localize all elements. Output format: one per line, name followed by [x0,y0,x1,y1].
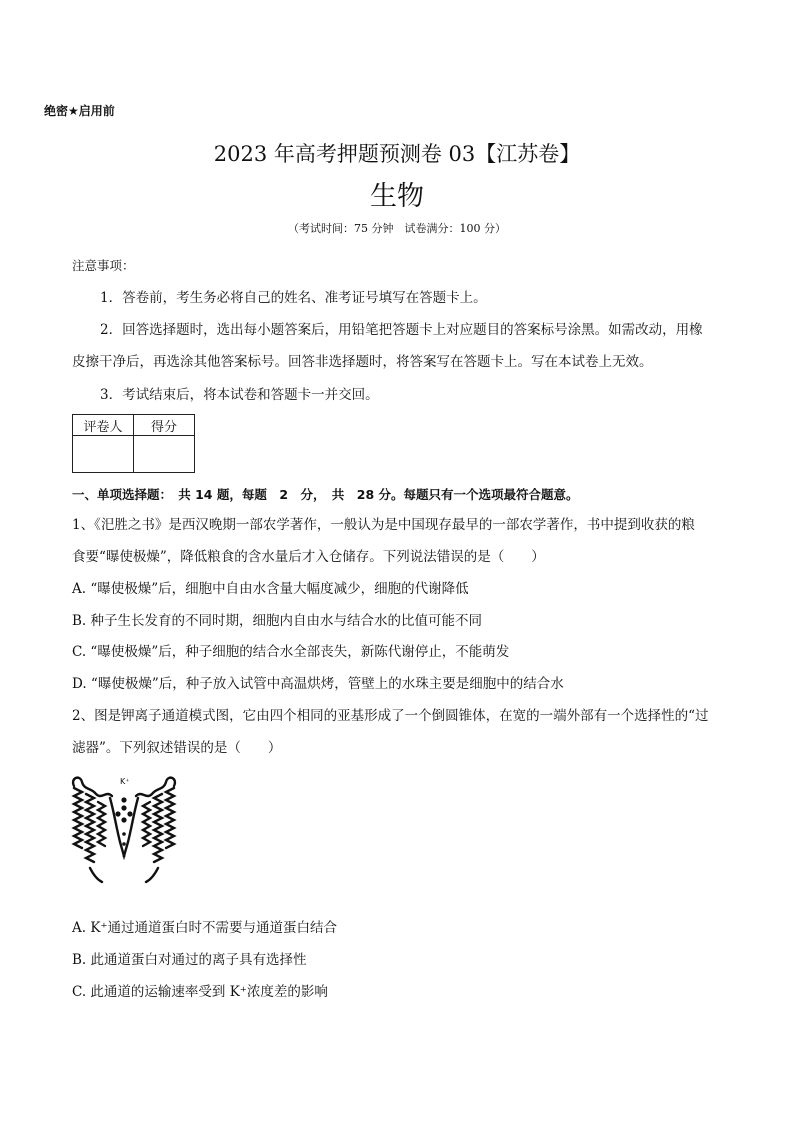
q2-option-a: A. K⁺通过通道蛋白时不需要与通道蛋白结合 [72,920,338,936]
notes-heading: 注意事项： [72,258,135,273]
q2-stem-line-2: 滤器”。下列叙述错误的是（ ） [72,740,282,756]
potassium-channel-illustration [68,772,180,884]
q1-stem-line-1: 1、《汜胜之书》是西汉晚期一部农学著作，一般认为是中国现存最早的一部农学著作，书中提到收获的粮 [72,517,695,533]
q1-option-a: A. “曝使极燥”后，细胞中自由水含量大幅度减少，细胞的代谢降低 [72,581,469,597]
score-table [72,414,195,473]
q1-option-d: D. “曝使极燥”后，种子放入试管中高温烘烤，管壁上的水珠主要是细胞中的结合水 [72,676,564,692]
confidential-label: 绝密★启用前 [44,104,115,118]
q2-stem-line-1: 2、图是钾离子通道模式图，它由四个相同的亚基形成了一个倒圆锥体，在宽的一端外部有一个选择性的“过 [72,708,709,724]
score-table-grader-cell[interactable] [73,436,134,473]
score-table-score-cell[interactable] [134,436,195,473]
exam-title: 2023 年高考押题预测卷 03【江苏卷】 [213,142,581,166]
note-item-1: 1．答卷前，考生务必将自己的姓名、准考证号填写在答题卡上。 [100,290,487,306]
exam-meta: （考试时间：75 分钟 试卷满分：100 分） [288,222,506,235]
score-table-grader-header: 评卷人 [73,415,134,436]
q2-option-c: C. 此通道的运输速率受到 K⁺浓度差的影响 [72,984,328,1000]
note-item-2-line-2: 皮擦干净后，再选涂其他答案标号。回答非选择题时，将答案写在答题卡上。写在本试卷上无效。 [72,354,653,370]
note-item-2-line-1: 2．回答选择题时，选出每小题答案后，用铅笔把答题卡上对应题目的答案标号涂黑。如需改动，用橡 [100,322,703,338]
potassium-ion-label: K⁺ [120,777,130,786]
q1-option-b: B. 种子生长发育的不同时期，细胞内自由水与结合水的比值可能不同 [72,613,483,629]
score-table-score-header: 得分 [134,415,195,436]
q1-option-c: C. “曝使极燥”后，种子细胞的结合水全部丧失，新陈代谢停止，不能萌发 [72,644,510,660]
q1-stem-line-2: 食要“曝使极燥”，降低粮食的含水量后才入仓储存。下列说法错误的是（ ） [72,549,545,565]
subject-title: 生物 [370,181,424,212]
potassium-channel-figure [68,772,180,884]
note-item-3: 3．考试结束后，将本试卷和答题卡一并交回。 [100,387,379,403]
section-title: 一、单项选择题： 共 14 题，每题 2 分， 共 28 分。每题只有一个选项最符合题意。 [72,487,579,502]
q2-option-b: B. 此通道蛋白对通过的离子具有选择性 [72,952,307,968]
